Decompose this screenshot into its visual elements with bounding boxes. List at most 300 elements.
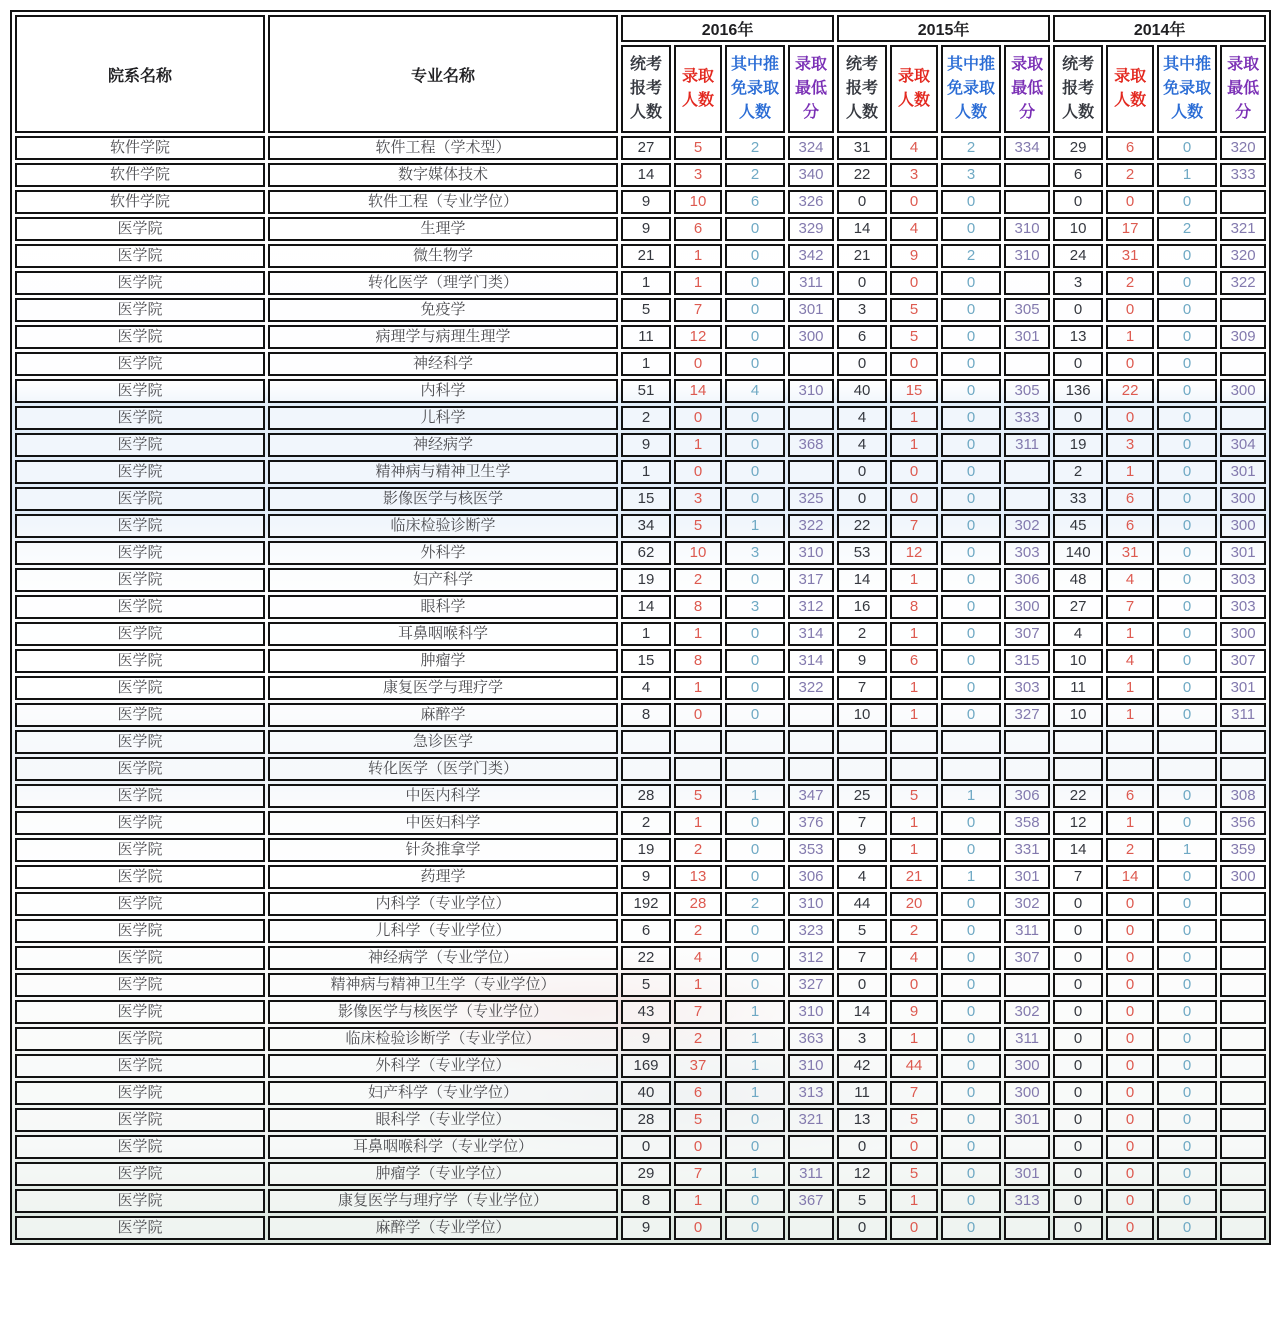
cell-2015-admit: 1 <box>890 406 938 430</box>
cell-2016-exam: 2 <box>621 811 671 835</box>
cell-2015-admit: 1 <box>890 622 938 646</box>
cell-department: 医学院 <box>15 946 265 970</box>
table-row <box>15 514 1266 538</box>
cell-2014-exempt: 0 <box>1157 865 1217 889</box>
cell-2014-admit: 0 <box>1106 973 1154 997</box>
cell-2016-exam: 9 <box>621 217 671 241</box>
cell-2015-exempt: 0 <box>941 190 1001 214</box>
cell-2015-exam: 3 <box>837 298 887 322</box>
cell-2016-exempt: 2 <box>725 892 785 916</box>
table-row <box>15 784 1266 808</box>
cell-2016-min <box>788 406 834 430</box>
cell-2014-exempt: 0 <box>1157 244 1217 268</box>
cell-2014-admit: 0 <box>1106 1162 1154 1186</box>
cell-department: 医学院 <box>15 1135 265 1159</box>
cell-2016-min: 322 <box>788 514 834 538</box>
cell-department: 医学院 <box>15 541 265 565</box>
cell-2016-min: 312 <box>788 595 834 619</box>
cell-2016-min <box>788 352 834 376</box>
cell-2016-exempt: 0 <box>725 865 785 889</box>
cell-2016-exempt: 0 <box>725 487 785 511</box>
cell-2014-exempt: 0 <box>1157 190 1217 214</box>
cell-2015-min: 302 <box>1004 514 1050 538</box>
cell-2014-exempt: 0 <box>1157 919 1217 943</box>
cell-2015-admit: 21 <box>890 865 938 889</box>
table-row <box>15 649 1266 673</box>
cell-major: 转化医学（理学门类） <box>268 271 618 295</box>
cell-2016-min: 367 <box>788 1189 834 1213</box>
cell-major: 妇产科学（专业学位） <box>268 1081 618 1105</box>
cell-2016-exempt: 3 <box>725 541 785 565</box>
cell-2016-admit: 5 <box>674 784 722 808</box>
cell-2015-admit: 7 <box>890 1081 938 1105</box>
cell-2015-min: 302 <box>1004 892 1050 916</box>
col-header-year-2016: 2016年 <box>621 15 834 42</box>
cell-2016-min: 368 <box>788 433 834 457</box>
cell-2014-min <box>1220 730 1266 754</box>
cell-2014-exam: 0 <box>1053 1216 1103 1240</box>
cell-2014-min: 309 <box>1220 325 1266 349</box>
col-header-exam-2016: 统考报考人数 <box>621 45 671 133</box>
cell-2014-exam: 3 <box>1053 271 1103 295</box>
cell-2014-exempt: 0 <box>1157 811 1217 835</box>
cell-2016-exam: 2 <box>621 406 671 430</box>
cell-2016-admit: 1 <box>674 271 722 295</box>
cell-2015-exempt: 0 <box>941 1027 1001 1051</box>
cell-2015-admit: 20 <box>890 892 938 916</box>
cell-2015-exempt: 0 <box>941 541 1001 565</box>
cell-2016-min: 353 <box>788 838 834 862</box>
col-header-major: 专业名称 <box>268 15 618 133</box>
cell-department: 医学院 <box>15 865 265 889</box>
cell-2015-admit: 2 <box>890 919 938 943</box>
cell-2015-admit: 7 <box>890 514 938 538</box>
cell-2016-min: 376 <box>788 811 834 835</box>
cell-2015-admit: 0 <box>890 487 938 511</box>
cell-2015-exempt: 0 <box>941 325 1001 349</box>
cell-2014-min <box>1220 919 1266 943</box>
cell-2014-exam: 0 <box>1053 919 1103 943</box>
cell-department: 医学院 <box>15 325 265 349</box>
cell-2014-exempt: 0 <box>1157 541 1217 565</box>
cell-2016-admit: 0 <box>674 352 722 376</box>
cell-2016-exam: 0 <box>621 1135 671 1159</box>
cell-2014-exam: 0 <box>1053 1027 1103 1051</box>
cell-major: 转化医学（医学门类） <box>268 757 618 781</box>
cell-2015-exam: 3 <box>837 1027 887 1051</box>
cell-2015-admit: 1 <box>890 568 938 592</box>
cell-2014-exam: 45 <box>1053 514 1103 538</box>
cell-2016-admit <box>674 757 722 781</box>
cell-2016-min: 317 <box>788 568 834 592</box>
cell-2015-admit: 1 <box>890 703 938 727</box>
cell-2014-admit: 0 <box>1106 1027 1154 1051</box>
table-row <box>15 244 1266 268</box>
cell-major: 康复医学与理疗学 <box>268 676 618 700</box>
cell-2016-exempt: 0 <box>725 1216 785 1240</box>
cell-major: 精神病与精神卫生学 <box>268 460 618 484</box>
cell-2014-exam: 0 <box>1053 298 1103 322</box>
cell-2015-min: 302 <box>1004 1000 1050 1024</box>
cell-2014-exempt: 0 <box>1157 1189 1217 1213</box>
cell-2014-exempt: 0 <box>1157 1000 1217 1024</box>
cell-2016-exam: 4 <box>621 676 671 700</box>
cell-2015-admit <box>890 730 938 754</box>
cell-2014-min: 301 <box>1220 541 1266 565</box>
cell-2016-exempt: 0 <box>725 325 785 349</box>
cell-2015-min: 310 <box>1004 244 1050 268</box>
table-row <box>15 1081 1266 1105</box>
cell-2016-exempt: 1 <box>725 1054 785 1078</box>
cell-2015-exam: 7 <box>837 946 887 970</box>
cell-major: 临床检验诊断学 <box>268 514 618 538</box>
cell-department: 医学院 <box>15 298 265 322</box>
cell-2016-admit: 10 <box>674 190 722 214</box>
cell-2015-exempt: 0 <box>941 433 1001 457</box>
cell-2014-exam: 2 <box>1053 460 1103 484</box>
cell-2016-min: 340 <box>788 163 834 187</box>
cell-department: 医学院 <box>15 271 265 295</box>
cell-major: 软件工程（专业学位） <box>268 190 618 214</box>
cell-2016-min <box>788 730 834 754</box>
cell-2014-exam: 11 <box>1053 676 1103 700</box>
cell-2015-exam: 12 <box>837 1162 887 1186</box>
cell-2014-admit: 0 <box>1106 190 1154 214</box>
cell-2016-admit: 1 <box>674 244 722 268</box>
cell-2014-admit: 1 <box>1106 811 1154 835</box>
cell-2016-exempt: 0 <box>725 919 785 943</box>
cell-2016-admit: 8 <box>674 595 722 619</box>
cell-2015-exam: 7 <box>837 811 887 835</box>
cell-2016-exam: 1 <box>621 271 671 295</box>
cell-2016-exempt: 0 <box>725 352 785 376</box>
cell-2015-exempt: 0 <box>941 1135 1001 1159</box>
cell-2014-min <box>1220 352 1266 376</box>
cell-2014-exempt: 0 <box>1157 1108 1217 1132</box>
cell-department: 医学院 <box>15 217 265 241</box>
cell-2014-exempt: 1 <box>1157 838 1217 862</box>
cell-major: 肿瘤学（专业学位） <box>268 1162 618 1186</box>
cell-2014-exempt: 0 <box>1157 514 1217 538</box>
cell-2016-min: 326 <box>788 190 834 214</box>
cell-2016-admit: 28 <box>674 892 722 916</box>
cell-2014-admit: 17 <box>1106 217 1154 241</box>
cell-2014-min <box>1220 1000 1266 1024</box>
cell-2015-min <box>1004 487 1050 511</box>
cell-2016-exam: 14 <box>621 595 671 619</box>
table-row <box>15 811 1266 835</box>
cell-2014-exam: 29 <box>1053 136 1103 160</box>
cell-2014-exempt: 0 <box>1157 1216 1217 1240</box>
cell-2015-exempt: 0 <box>941 973 1001 997</box>
col-header-admit-2016: 录取人数 <box>674 45 722 133</box>
cell-2014-min <box>1220 1189 1266 1213</box>
cell-2014-exempt: 0 <box>1157 676 1217 700</box>
cell-2015-exempt: 0 <box>941 568 1001 592</box>
cell-2015-min: 300 <box>1004 595 1050 619</box>
cell-2014-min <box>1220 892 1266 916</box>
table-row <box>15 703 1266 727</box>
cell-2016-exam: 15 <box>621 487 671 511</box>
cell-2015-min: 311 <box>1004 919 1050 943</box>
cell-2015-admit: 1 <box>890 433 938 457</box>
cell-2014-min <box>1220 406 1266 430</box>
cell-2016-min: 300 <box>788 325 834 349</box>
cell-2015-admit: 8 <box>890 595 938 619</box>
cell-2014-admit <box>1106 757 1154 781</box>
cell-2015-admit: 15 <box>890 379 938 403</box>
cell-2014-exempt: 0 <box>1157 352 1217 376</box>
cell-2016-exam: 40 <box>621 1081 671 1105</box>
table-row <box>15 1216 1266 1240</box>
cell-major: 临床检验诊断学（专业学位） <box>268 1027 618 1051</box>
cell-2015-exam: 0 <box>837 190 887 214</box>
cell-2016-exam: 28 <box>621 784 671 808</box>
cell-2014-exam: 0 <box>1053 973 1103 997</box>
cell-2015-min <box>1004 1216 1050 1240</box>
cell-department: 医学院 <box>15 1000 265 1024</box>
col-header-admit-2014: 录取人数 <box>1106 45 1154 133</box>
cell-2016-admit: 0 <box>674 1135 722 1159</box>
admissions-table-container <box>10 10 1270 1245</box>
cell-2015-exempt: 0 <box>941 514 1001 538</box>
cell-2015-exempt: 0 <box>941 406 1001 430</box>
cell-2014-admit: 0 <box>1106 352 1154 376</box>
cell-major: 中医内科学 <box>268 784 618 808</box>
cell-2016-min: 310 <box>788 1054 834 1078</box>
cell-2014-admit: 0 <box>1106 1108 1154 1132</box>
cell-2015-min: 305 <box>1004 298 1050 322</box>
cell-2014-admit: 0 <box>1106 946 1154 970</box>
cell-2016-exempt: 0 <box>725 271 785 295</box>
cell-2014-exam: 27 <box>1053 595 1103 619</box>
cell-2016-exempt <box>725 757 785 781</box>
cell-2015-admit: 1 <box>890 676 938 700</box>
cell-2014-exempt: 0 <box>1157 1054 1217 1078</box>
cell-2014-admit: 6 <box>1106 784 1154 808</box>
cell-2015-min <box>1004 163 1050 187</box>
cell-department: 医学院 <box>15 838 265 862</box>
cell-major: 肿瘤学 <box>268 649 618 673</box>
cell-2014-min <box>1220 1162 1266 1186</box>
cell-major: 耳鼻咽喉科学（专业学位） <box>268 1135 618 1159</box>
cell-department: 医学院 <box>15 1081 265 1105</box>
cell-2015-admit: 9 <box>890 244 938 268</box>
cell-major: 病理学与病理生理学 <box>268 325 618 349</box>
cell-2016-min <box>788 703 834 727</box>
cell-major: 软件工程（学术型） <box>268 136 618 160</box>
cell-2014-min: 322 <box>1220 271 1266 295</box>
cell-2016-exempt: 0 <box>725 838 785 862</box>
cell-major: 神经病学（专业学位） <box>268 946 618 970</box>
cell-major: 麻醉学 <box>268 703 618 727</box>
cell-2015-min: 358 <box>1004 811 1050 835</box>
table-row <box>15 541 1266 565</box>
cell-2014-min <box>1220 1027 1266 1051</box>
cell-department: 医学院 <box>15 514 265 538</box>
cell-2014-exam: 33 <box>1053 487 1103 511</box>
cell-2014-min <box>1220 1054 1266 1078</box>
table-row <box>15 298 1266 322</box>
cell-2014-exempt: 0 <box>1157 1081 1217 1105</box>
cell-2016-exempt: 0 <box>725 298 785 322</box>
cell-major: 眼科学（专业学位） <box>268 1108 618 1132</box>
cell-2016-min <box>788 1216 834 1240</box>
cell-2014-exam: 0 <box>1053 352 1103 376</box>
cell-department: 医学院 <box>15 811 265 835</box>
table-body <box>15 136 1266 1240</box>
table-row <box>15 217 1266 241</box>
cell-2014-min: 300 <box>1220 865 1266 889</box>
cell-2014-exam: 6 <box>1053 163 1103 187</box>
cell-2016-exam: 9 <box>621 433 671 457</box>
table-row <box>15 271 1266 295</box>
cell-major: 儿科学（专业学位） <box>268 919 618 943</box>
cell-2014-min <box>1220 946 1266 970</box>
cell-2014-exempt: 0 <box>1157 784 1217 808</box>
cell-2015-exempt: 0 <box>941 352 1001 376</box>
cell-2016-exam: 22 <box>621 946 671 970</box>
cell-2014-exam: 10 <box>1053 217 1103 241</box>
cell-2016-min: 363 <box>788 1027 834 1051</box>
cell-2016-admit: 13 <box>674 865 722 889</box>
cell-2015-admit: 5 <box>890 784 938 808</box>
cell-2015-min: 305 <box>1004 379 1050 403</box>
cell-2016-min <box>788 460 834 484</box>
cell-2014-min <box>1220 973 1266 997</box>
cell-major: 康复医学与理疗学（专业学位） <box>268 1189 618 1213</box>
col-header-min-2014: 录取最低分 <box>1220 45 1266 133</box>
cell-2014-exam: 0 <box>1053 1135 1103 1159</box>
cell-2016-exam: 1 <box>621 460 671 484</box>
cell-2016-exempt: 0 <box>725 1135 785 1159</box>
cell-2014-admit: 7 <box>1106 595 1154 619</box>
cell-2014-min: 320 <box>1220 136 1266 160</box>
cell-2016-min: 310 <box>788 892 834 916</box>
cell-2016-exempt <box>725 730 785 754</box>
cell-2014-exempt: 0 <box>1157 379 1217 403</box>
cell-2015-min <box>1004 757 1050 781</box>
table-row <box>15 460 1266 484</box>
cell-2016-exempt: 0 <box>725 460 785 484</box>
table-row <box>15 433 1266 457</box>
cell-2015-exam: 0 <box>837 487 887 511</box>
cell-department: 医学院 <box>15 1216 265 1240</box>
cell-2015-exempt <box>941 730 1001 754</box>
cell-department: 医学院 <box>15 352 265 376</box>
cell-2014-exempt: 0 <box>1157 271 1217 295</box>
cell-2016-exam: 9 <box>621 190 671 214</box>
cell-department: 医学院 <box>15 406 265 430</box>
cell-2015-min: 333 <box>1004 406 1050 430</box>
cell-2015-min: 307 <box>1004 622 1050 646</box>
cell-2015-exam: 10 <box>837 703 887 727</box>
cell-2016-exam: 34 <box>621 514 671 538</box>
cell-2015-admit: 5 <box>890 1162 938 1186</box>
cell-department: 软件学院 <box>15 136 265 160</box>
cell-2014-exam: 0 <box>1053 1081 1103 1105</box>
cell-2014-exam: 14 <box>1053 838 1103 862</box>
cell-2014-admit: 1 <box>1106 460 1154 484</box>
cell-2015-exempt: 0 <box>941 649 1001 673</box>
cell-2014-min: 303 <box>1220 595 1266 619</box>
cell-department: 医学院 <box>15 919 265 943</box>
cell-2015-exam: 13 <box>837 1108 887 1132</box>
cell-2014-admit: 0 <box>1106 892 1154 916</box>
cell-2014-min: 300 <box>1220 379 1266 403</box>
cell-2016-exempt: 0 <box>725 703 785 727</box>
cell-2016-admit: 2 <box>674 919 722 943</box>
cell-2016-exam: 15 <box>621 649 671 673</box>
cell-2016-exempt: 1 <box>725 784 785 808</box>
cell-2015-min <box>1004 352 1050 376</box>
cell-2014-exam: 136 <box>1053 379 1103 403</box>
cell-2016-exam: 5 <box>621 298 671 322</box>
cell-2016-min: 311 <box>788 271 834 295</box>
cell-2015-admit: 0 <box>890 1135 938 1159</box>
cell-2016-admit: 7 <box>674 298 722 322</box>
year-header-row <box>15 15 1266 42</box>
cell-2015-admit: 0 <box>890 352 938 376</box>
cell-department: 医学院 <box>15 1027 265 1051</box>
cell-2015-exam: 5 <box>837 919 887 943</box>
cell-2015-admit: 1 <box>890 1189 938 1213</box>
cell-2014-exam: 7 <box>1053 865 1103 889</box>
cell-2014-admit: 4 <box>1106 568 1154 592</box>
cell-2016-min: 329 <box>788 217 834 241</box>
cell-department: 医学院 <box>15 1189 265 1213</box>
cell-2016-exam: 8 <box>621 1189 671 1213</box>
cell-2016-admit: 2 <box>674 568 722 592</box>
cell-2016-min <box>788 757 834 781</box>
cell-2014-exempt: 0 <box>1157 973 1217 997</box>
cell-2014-min: 359 <box>1220 838 1266 862</box>
cell-major: 外科学（专业学位） <box>268 1054 618 1078</box>
cell-2014-min: 308 <box>1220 784 1266 808</box>
cell-2016-min: 321 <box>788 1108 834 1132</box>
cell-2015-exam: 16 <box>837 595 887 619</box>
cell-2015-exam: 22 <box>837 514 887 538</box>
cell-2016-admit: 1 <box>674 433 722 457</box>
cell-2016-admit: 6 <box>674 1081 722 1105</box>
cell-major: 内科学（专业学位） <box>268 892 618 916</box>
cell-2016-exam: 29 <box>621 1162 671 1186</box>
cell-2016-exempt: 1 <box>725 1162 785 1186</box>
table-row <box>15 973 1266 997</box>
cell-department: 医学院 <box>15 568 265 592</box>
cell-2014-exempt: 0 <box>1157 1027 1217 1051</box>
cell-2015-exam: 53 <box>837 541 887 565</box>
cell-2016-admit: 0 <box>674 460 722 484</box>
cell-2016-exam: 8 <box>621 703 671 727</box>
cell-2014-exam: 13 <box>1053 325 1103 349</box>
cell-2015-admit: 0 <box>890 190 938 214</box>
cell-2014-admit: 1 <box>1106 676 1154 700</box>
cell-2015-min: 310 <box>1004 217 1050 241</box>
cell-2016-admit: 14 <box>674 379 722 403</box>
cell-2014-admit: 4 <box>1106 649 1154 673</box>
cell-2014-exam: 24 <box>1053 244 1103 268</box>
cell-2014-exempt <box>1157 757 1217 781</box>
cell-major: 神经病学 <box>268 433 618 457</box>
cell-2016-exempt: 3 <box>725 595 785 619</box>
cell-2016-exam: 21 <box>621 244 671 268</box>
cell-2015-exempt: 1 <box>941 865 1001 889</box>
cell-major: 影像医学与核医学（专业学位） <box>268 1000 618 1024</box>
cell-2015-admit <box>890 757 938 781</box>
cell-2014-exam: 12 <box>1053 811 1103 835</box>
cell-2015-exempt: 0 <box>941 946 1001 970</box>
